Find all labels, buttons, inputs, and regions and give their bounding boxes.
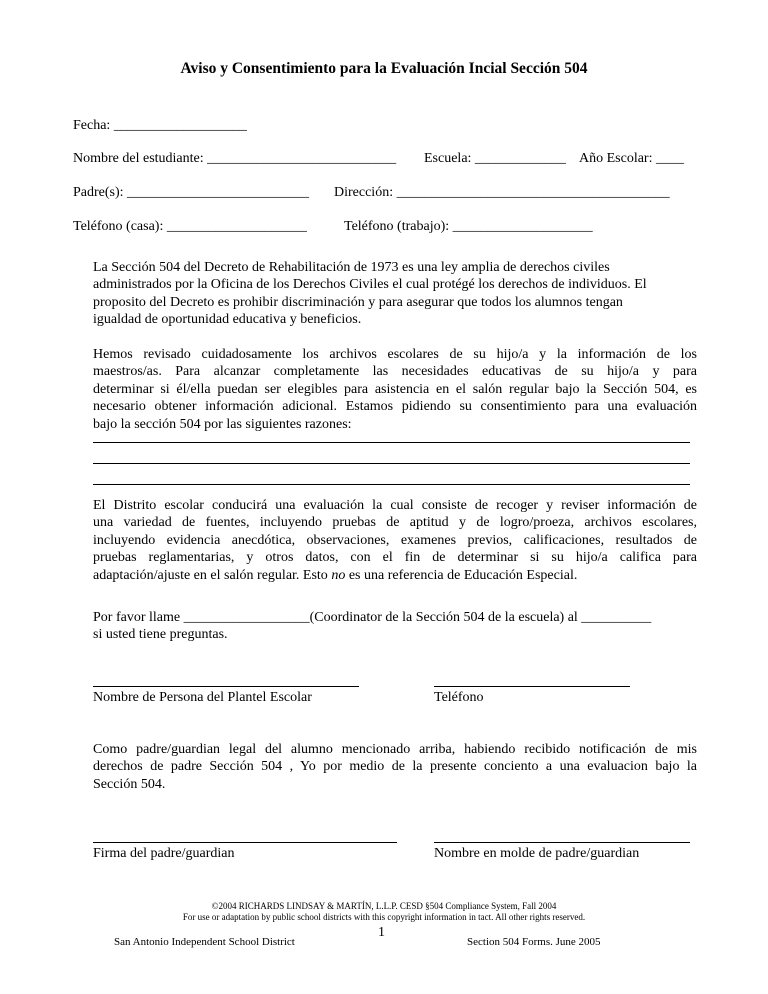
footer-district: San Antonio Independent School District xyxy=(114,936,295,948)
text-line: una variedad de fuentes, incluyendo pruebas de aptitud y de logro/proeza, archivos escolares, xyxy=(93,515,697,531)
phone-label: Teléfono xyxy=(434,690,484,705)
school-year-field[interactable]: Año Escolar: ____ xyxy=(579,151,684,166)
fecha-field[interactable]: Fecha: ___________________ xyxy=(73,118,247,133)
text-line: bajo la sección 504 por las siguientes razones: xyxy=(93,416,352,432)
page-title: Aviso y Consentimiento para la Evaluación Incial Sección 504 xyxy=(180,60,588,77)
footer-forms: Section 504 Forms. June 2005 xyxy=(467,936,601,948)
text-line: derechos de padre Sección 504 , Yo por medio de la presente conciento a una evaluacion bajo la xyxy=(93,759,697,775)
staff-name-label: Nombre de Persona del Plantel Escolar xyxy=(93,690,312,705)
text-line: incluyendo evidencia anecdótica, observaciones, examenes previos, calificaciones, resultados de xyxy=(93,532,697,548)
parent-signature-line[interactable] xyxy=(93,842,397,843)
student-name-field[interactable]: Nombre del estudiante: ___________________________ xyxy=(73,151,397,166)
reason-line-3[interactable] xyxy=(93,484,690,485)
parent-printed-name-label: Nombre en molde de padre/guardian xyxy=(434,846,640,861)
reasons-paragraph xyxy=(93,346,697,433)
text-line: administrados por la Oficina de los Derechos Civiles el cual protégé los derechos de individuos. El xyxy=(93,277,647,293)
text-line: Hemos revisado cuidadosamente los archivos escolares de su hijo/a y la información de los xyxy=(93,347,697,362)
staff-name-signature-line[interactable] xyxy=(93,686,359,687)
text-line: Como padre/guardian legal del alumno mencionado arriba, habiendo recibido notificación de mis xyxy=(93,742,697,757)
text-line: necesario obtener información adicional. Estamos pidiendo su consentimiento para una evaluación xyxy=(93,399,697,415)
text-line: pruebas reglamentarias, y otros datos, con el fin de determinar si su hijo/a califica para xyxy=(93,550,697,566)
consent-paragraph xyxy=(93,741,697,793)
footer-rights: For use or adaptation by public school districts with this copyright information in tact. All other rights reserved. xyxy=(182,912,586,922)
text-line: si usted tiene preguntas. xyxy=(93,627,228,643)
text-line: proposito del Decreto es prohibir discriminación y para asegurar que todos los alumnos tengan xyxy=(93,294,623,310)
contact-paragraph xyxy=(93,609,697,644)
evaluation-paragraph xyxy=(93,497,697,584)
text-line: determinar si él/ella puedan ser elegibles para asistencia en el salón regular bajo la Sección 504, es xyxy=(93,381,697,397)
footer-copyright: ©2004 RICHARDS LINDSAY & MARTÍN, L.L.P. CESD §504 Compliance System, Fall 2004 xyxy=(211,901,557,911)
text-line: maestros/as. Para alcanzar completamente las necesidades educativas de su hijo/a y para xyxy=(93,364,697,380)
text-line: La Sección 504 del Decreto de Rehabilitación de 1973 es una ley amplia de derechos civiles xyxy=(93,260,610,275)
text-line xyxy=(93,567,697,584)
text-segment: adaptación/ajuste en el salón regular. Esto xyxy=(93,567,332,583)
reason-line-2[interactable] xyxy=(93,463,690,464)
intro-paragraph xyxy=(93,259,697,329)
text-line: El Distrito escolar conducirá una evaluación la cual consiste de recoger y reviser información de xyxy=(93,498,697,513)
home-phone-field[interactable]: Teléfono (casa): ____________________ xyxy=(73,219,307,234)
reason-line-1[interactable] xyxy=(93,442,690,443)
parent-signature-label: Firma del padre/guardian xyxy=(93,846,235,861)
emphasis-no: no xyxy=(331,567,346,583)
text-line: Sección 504. xyxy=(93,776,166,792)
text-line: igualdad de oportunidad educativa y beneficios. xyxy=(93,312,362,328)
parents-field[interactable]: Padre(s): __________________________ xyxy=(73,185,310,200)
work-phone-field[interactable]: Teléfono (trabajo): ____________________ xyxy=(344,219,593,234)
school-field[interactable]: Escuela: _____________ xyxy=(424,151,566,166)
parent-printed-name-line[interactable] xyxy=(434,842,690,843)
address-field[interactable]: Dirección: _______________________________________ xyxy=(334,185,670,200)
coordinator-line[interactable]: Por favor llame __________________(Coordinator de la Sección 504 de la escuela) al __________ xyxy=(93,610,652,625)
page-number: 1 xyxy=(378,925,385,940)
text-segment: es una referencia de Educación Especial. xyxy=(345,567,578,583)
phone-signature-line[interactable] xyxy=(434,686,630,687)
